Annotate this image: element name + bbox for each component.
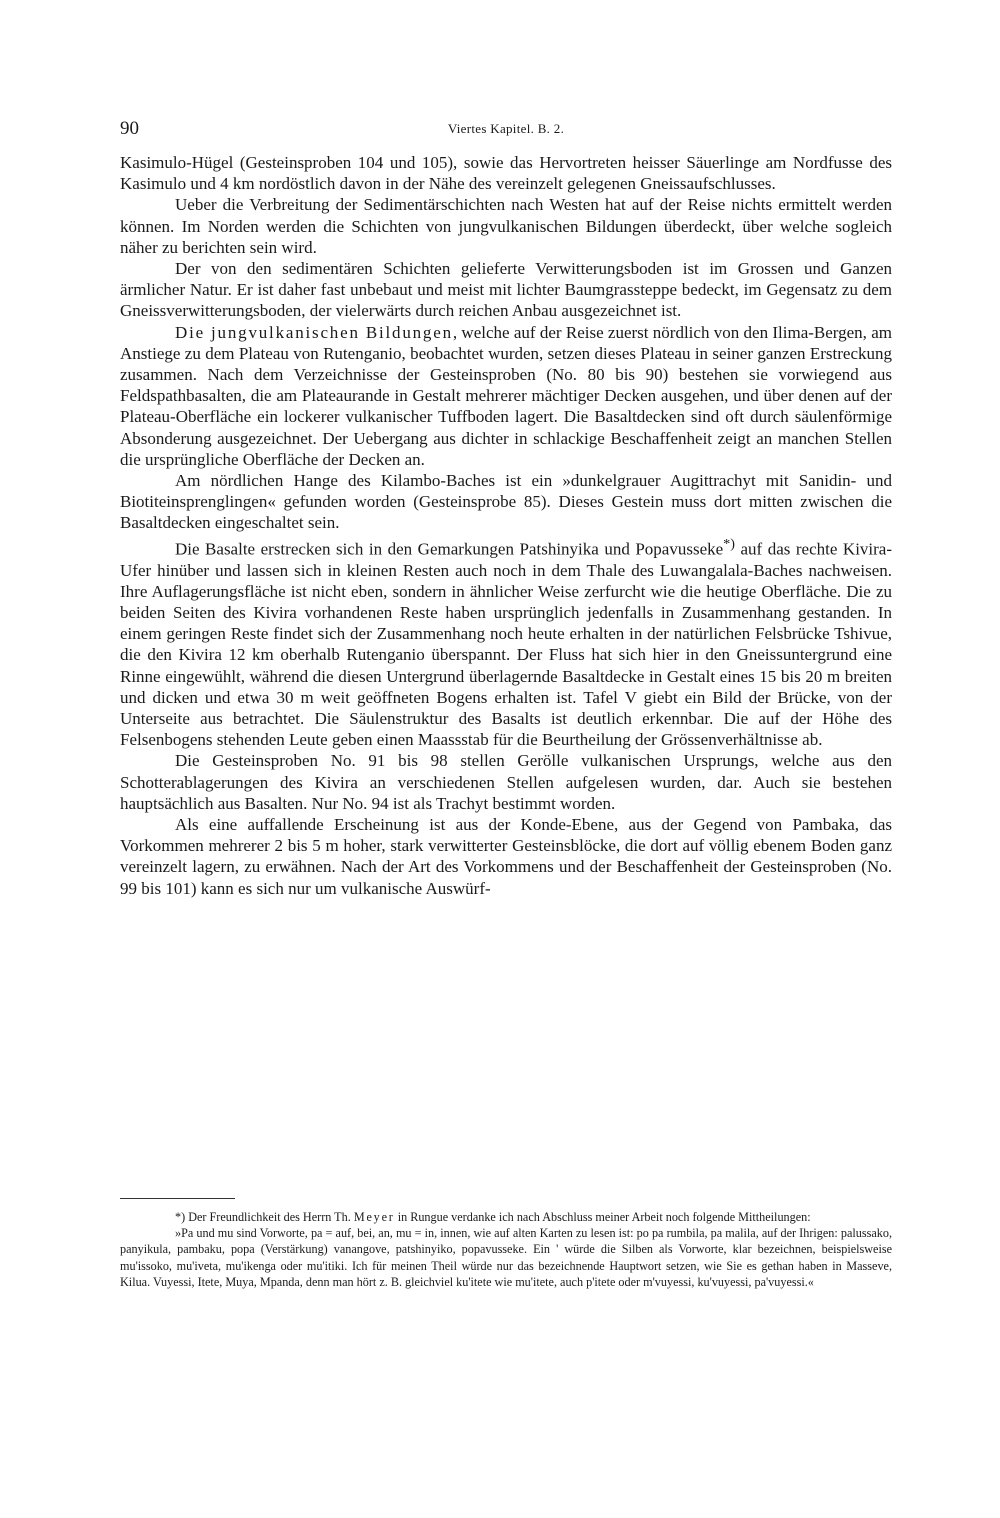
footnotes <box>120 1209 892 1290</box>
paragraph: Am nördlichen Hange des Kilambo-Baches ist ein »dunkelgrauer Augittrachyt mit Sanidin- und Biotiteinsprenglingen« gefunden worden (Gesteinsprobe 85). Dieses Gestein muss dort mitten zwischen die Basaltdecken eingeschaltet sein. <box>120 471 892 533</box>
footnote: *) Der Freundlichkeit des Herrn Th. Meyer in Rungue verdanke ich nach Abschluss meiner Arbeit noch folgende Mittheilungen: <box>175 1210 811 1224</box>
footnote-marker: *) <box>723 535 735 552</box>
paragraph: Die Basalte erstrecken sich in den Gemarkungen Patshinyika und Popavusseke*) auf das rechte Kivira-Ufer hinüber und lassen sich in kleinen Resten auch noch in dem Thale des Luwangalala-Baches nachweisen. Ihre Auflagerungsfläche ist nicht eben, sondern in ähnlicher Weise zerfurcht wie die heutige Oberfläche. Die zu beiden Seiten des Kivira vorhandenen Reste haben ursprünglich jedenfalls in Zusammenhang gestanden. In einem geringen Reste findet sich der Zusammenhang noch heute erhalten in der natürlichen Felsbrücke Tshivue, die den Kivira 12 km oberhalb Rutenganio überspannt. Der Fluss hat sich hier in den Gneissuntergrund eine Rinne eingewühlt, während die diesen Untergrund überlagernde Basaltdecke in Gestalt eines 15 bis 20 m breiten und dicken und etwa 30 m weit geöffneten Bogens erhalten ist. Tafel V giebt ein Bild der Brücke, von der Unterseite aus betrachtet. Die Säulenstruktur des Basalts ist deutlich erkennbar. Die auf der Höhe des Felsenbogens stehenden Leute geben einen Maassstab für die Beurtheilung der Grössenverhältnisse ab. <box>120 535 893 750</box>
paragraph: Ueber die Verbreitung der Sedimentärschichten nach Westen hat auf der Reise nichts ermittelt werden können. Im Norden werden die Schichten von jungvulkanischen Bildungen überdeckt, über welche sogleich näher zu berichten sein wird. <box>120 195 892 257</box>
body-text <box>120 152 892 899</box>
paragraph: Die jungvulkanischen Bildungen, welche auf der Reise zuerst nördlich von den Ilima-Bergen, am Anstiege zu dem Plateau von Rutenganio, beobachtet wurden, setzen dieses Plateau in seiner ganzen Erstreckung zusammen. Nach dem Verzeichnisse der Gesteinsproben (No. 80 bis 90) bestehen sie vorwiegend aus Feldspathbasalten, die am Plateaurande in Gestalt mehrerer mächtiger Decken ausgehen, und über denen auf der Plateau-Oberfläche ein lockerer vulkanischer Tuffboden lagert. Die Basaltdecken sind oft durch säulenförmige Absonderung ausgezeichnet. Der Uebergang aus dichter in schlackige Beschaffenheit zeigt an manchen Stellen die ursprüngliche Oberfläche der Decken an. <box>120 322 892 469</box>
author-name: Meyer <box>353 1210 395 1224</box>
page-header <box>120 118 892 140</box>
paragraph: Die Gesteinsproben No. 91 bis 98 stellen Gerölle vulkanischen Ursprungs, welche aus den Schotterablagerungen des Kivira an verschiedenen Stellen aufgelesen wurden, dar. Auch sie bestehen hauptsächlich aus Basalten. Nur No. 94 ist als Trachyt bestimmt worden. <box>120 751 892 813</box>
paragraph: Kasimulo-Hügel (Gesteinsproben 104 und 105), sowie das Hervortreten heisser Säuerlinge am Nordfusse des Kasimulo und 4 km nordöstlich davon in der Nähe des vereinzelt gelegenen Gneissaufschlusses. <box>120 153 892 194</box>
footnote-divider <box>120 1198 235 1199</box>
page-number: 90 <box>120 118 139 139</box>
footnote: »Pa und mu sind Vorworte, pa = auf, bei, an, mu = in, innen, wie auf alten Karten zu lesen ist: po pa rumbila, pa malila, auf der Ihrigen: palussako, panyikula, pambaku, popa (Verstärkung) vanangove, patshinyiko, popavusseke. Ein ' würde die Silben als Vorworte, klar bezeichnen, beispielsweise mu'issoko, mu'iveta, mu'ikenga oder mu'itiki. Ich für meinen Theil würde nur das bezeichnende Hauptwort setzen, wie Sie es gethan haben in Masseve, Kilua. Vuyessi, Itete, Muya, Mpanda, denn man hört z. B. gleichviel ku'itete wie mu'itete, auch p'itete oder m'vuyessi, ku'vuyessi, pa'vuyessi.« <box>120 1226 892 1289</box>
running-head: Viertes Kapitel. B. 2. <box>447 121 565 136</box>
paragraph: Der von den sedimentären Schichten gelieferte Verwitterungsboden ist im Grossen und Ganzen ärmlicher Natur. Er ist daher fast unbebaut und meist mit lichter Baumgrassteppe bedeckt, im Gegensatz zu dem Gneissverwitterungsboden, der vielerwärts durch reichen Anbau ausgezeichnet ist. <box>120 259 892 321</box>
paragraph: Als eine auffallende Erscheinung ist aus der Konde-Ebene, aus der Gegend von Pambaka, das Vorkommen mehrerer 2 bis 5 m hoher, stark verwitterter Gesteinsblöcke, die dort auf völlig ebenem Boden ganz vereinzelt lagern, zu erwähnen. Nach der Art des Vorkommens und der Beschaffenheit der Gesteinsproben (No. 99 bis 101) kann es sich nur um vulkanische Auswürf- <box>120 814 892 898</box>
section-term: Die jungvulkanischen Bildungen <box>175 322 453 342</box>
